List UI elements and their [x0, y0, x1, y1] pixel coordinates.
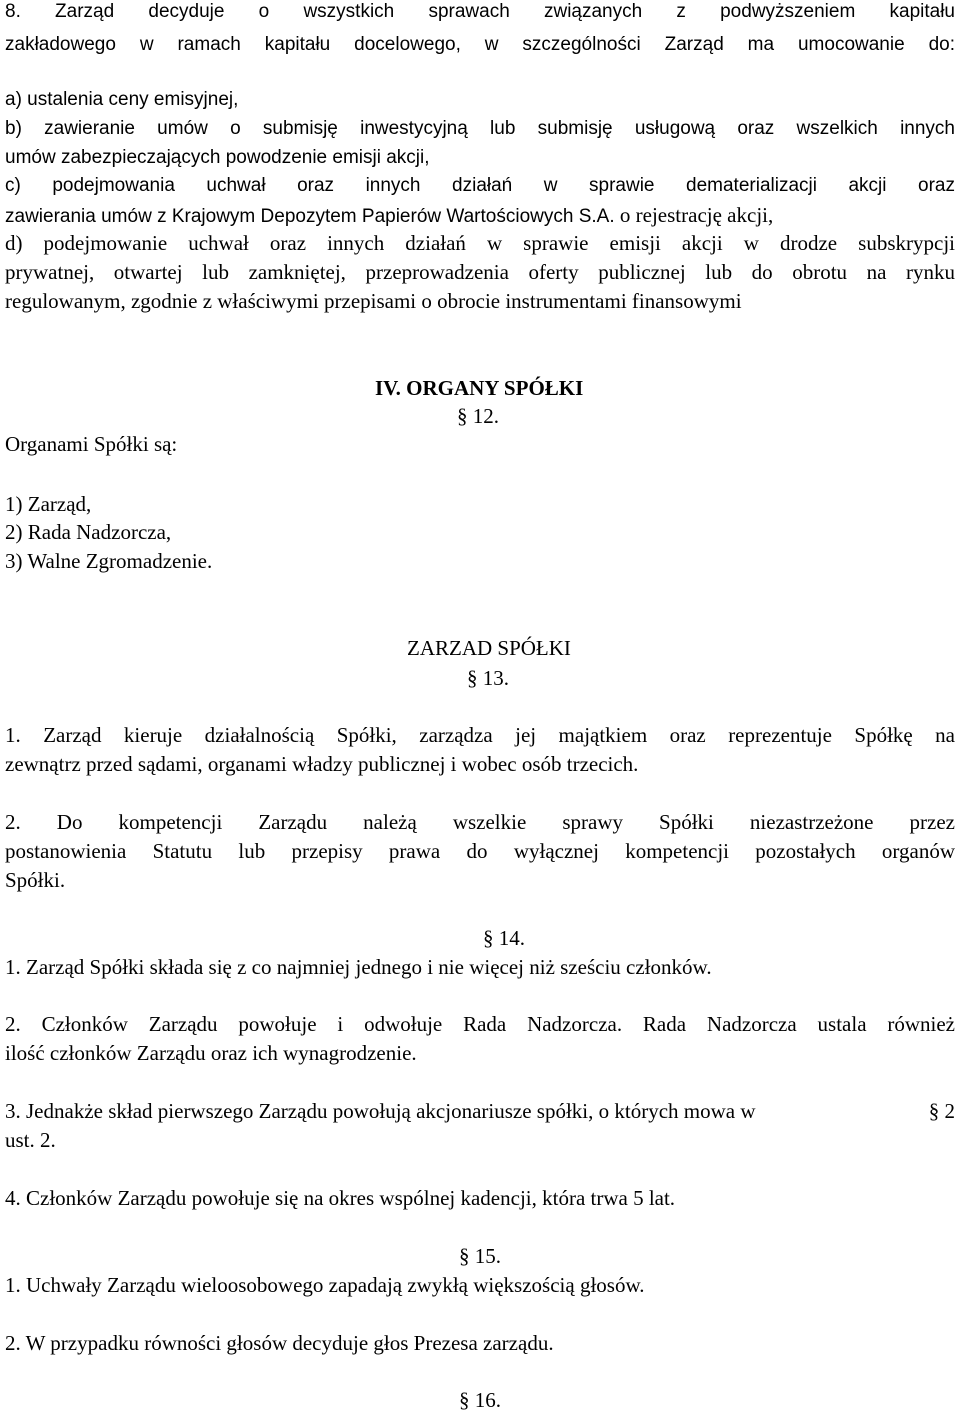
paragraph-marker-15	[459, 1246, 501, 1267]
p14-item-2-line-2: ilość członków Zarządu oraz ich wynagrodzenie.	[5, 1041, 417, 1065]
organ-item-2: 2) Rada Nadzorcza,	[5, 520, 172, 544]
paragraph-sign-icon: §	[467, 666, 483, 690]
organ-item-1: 1) Zarząd,	[5, 492, 92, 516]
p14-item-3-ref	[929, 1101, 955, 1122]
list-item-b-line-2: umów zabezpieczających powodzenie emisji akcji,	[5, 147, 430, 168]
p13-item-2-line-2: postanowienia Statutu lub przepisy prawa do wyłącznej kompetencji pozostałych organów	[5, 839, 955, 863]
list-item-c-line-2	[5, 205, 773, 226]
paragraph-number-13: 13.	[482, 666, 509, 690]
paragraph-number-16: 16.	[474, 1388, 501, 1412]
paragraph-number-14: 14.	[498, 926, 525, 950]
section-heading-organy: IV. ORGANY SPÓŁKI	[375, 376, 584, 400]
organ-item-3: 3) Walne Zgromadzenie.	[5, 549, 213, 573]
p14-item-3-ref-number: 2	[944, 1099, 955, 1123]
p14-item-1: 1. Zarząd Spółki składa się z co najmniej jednego i nie więcej niż sześciu członków.	[5, 955, 712, 979]
p13-item-2-line-1: 2. Do kompetencji Zarządu należą wszelkie sprawy Spółki niezastrzeżone przez	[5, 810, 955, 834]
paragraph-number-15: 15.	[474, 1244, 501, 1268]
list-item-b-line-1: b) zawieranie umów o submisję inwestycyjną lub submisję usługową oraz wszelkich innych	[5, 118, 955, 139]
paragraph-8-line-2: zakładowego w ramach kapitału docelowego, w szczególności Zarząd ma umocowanie do:	[5, 34, 955, 55]
paragraph-sign-icon: §	[457, 404, 473, 428]
list-item-a: a) ustalenia ceny emisyjnej,	[5, 89, 239, 110]
list-item-c-line-1: c) podejmowania uchwał oraz innych działań w sprawie dematerializacji akcji oraz	[5, 175, 955, 196]
p13-item-2-line-3: Spółki.	[5, 868, 66, 892]
p14-item-3-text: 3. Jednakże skład pierwszego Zarządu powołują akcjonariusze spółki, o których mowa w	[5, 1099, 756, 1123]
p15-item-1: 1. Uchwały Zarządu wieloosobowego zapadają zwykłą większością głosów.	[5, 1273, 645, 1297]
p15-item-2: 2. W przypadku równości głosów decyduje głos Prezesa zarządu.	[5, 1331, 554, 1355]
paragraph-sign-icon: §	[459, 1388, 475, 1412]
list-item-d-line-3: regulowanym, zgodnie z właściwymi przepisami o obrocie instrumentami finansowymi	[5, 289, 742, 313]
list-item-d-line-1: d) podejmowanie uchwał oraz innych działań w sprawie emisji akcji w drodze subskrypcji	[5, 231, 955, 255]
list-item-d-line-2: prywatnej, otwartej lub zamkniętej, przeprowadzenia oferty publicznej lub do obrotu na rynku	[5, 260, 955, 284]
paragraph-sign-icon: §	[459, 1244, 475, 1268]
paragraph-marker-13	[467, 668, 509, 689]
p14-item-4: 4. Członków Zarządu powołuje się na okres wspólnej kadencji, która trwa 5 lat.	[5, 1186, 676, 1210]
list-item-c-line-2-serif: o rejestrację akcji,	[619, 203, 774, 227]
list-item-c-line-2-sans: zawierania umów z Krajowym Depozytem Papierów Wartościowych S.A.	[5, 206, 615, 227]
paragraph-marker-12	[457, 406, 499, 427]
paragraph-number-12: 12.	[472, 404, 499, 428]
p14-item-3-line-1	[5, 1101, 955, 1122]
organs-intro: Organami Spółki są:	[5, 432, 178, 456]
p13-item-1-line-2: zewnątrz przed sądami, organami władzy publicznej i wobec osób trzecich.	[5, 752, 639, 776]
p14-item-3-line-2: ust. 2.	[5, 1128, 56, 1152]
p14-item-2-line-1: 2. Członków Zarządu powołuje i odwołuje Rada Nadzorcza. Rada Nadzorcza ustala również	[5, 1012, 955, 1036]
p13-item-1-line-1: 1. Zarząd kieruje działalnością Spółki, zarządza jej majątkiem oraz reprezentuje Spółkę na	[5, 723, 955, 747]
paragraph-sign-icon: §	[928, 1099, 945, 1123]
paragraph-8-line-1: 8. Zarząd decyduje o wszystkich sprawach związanych z podwyższeniem kapitału	[5, 1, 955, 22]
section-heading-zarzad: ZARZAD SPÓŁKI	[407, 636, 571, 660]
paragraph-marker-14	[483, 928, 525, 949]
paragraph-sign-icon: §	[483, 926, 499, 950]
paragraph-marker-16	[459, 1390, 501, 1411]
